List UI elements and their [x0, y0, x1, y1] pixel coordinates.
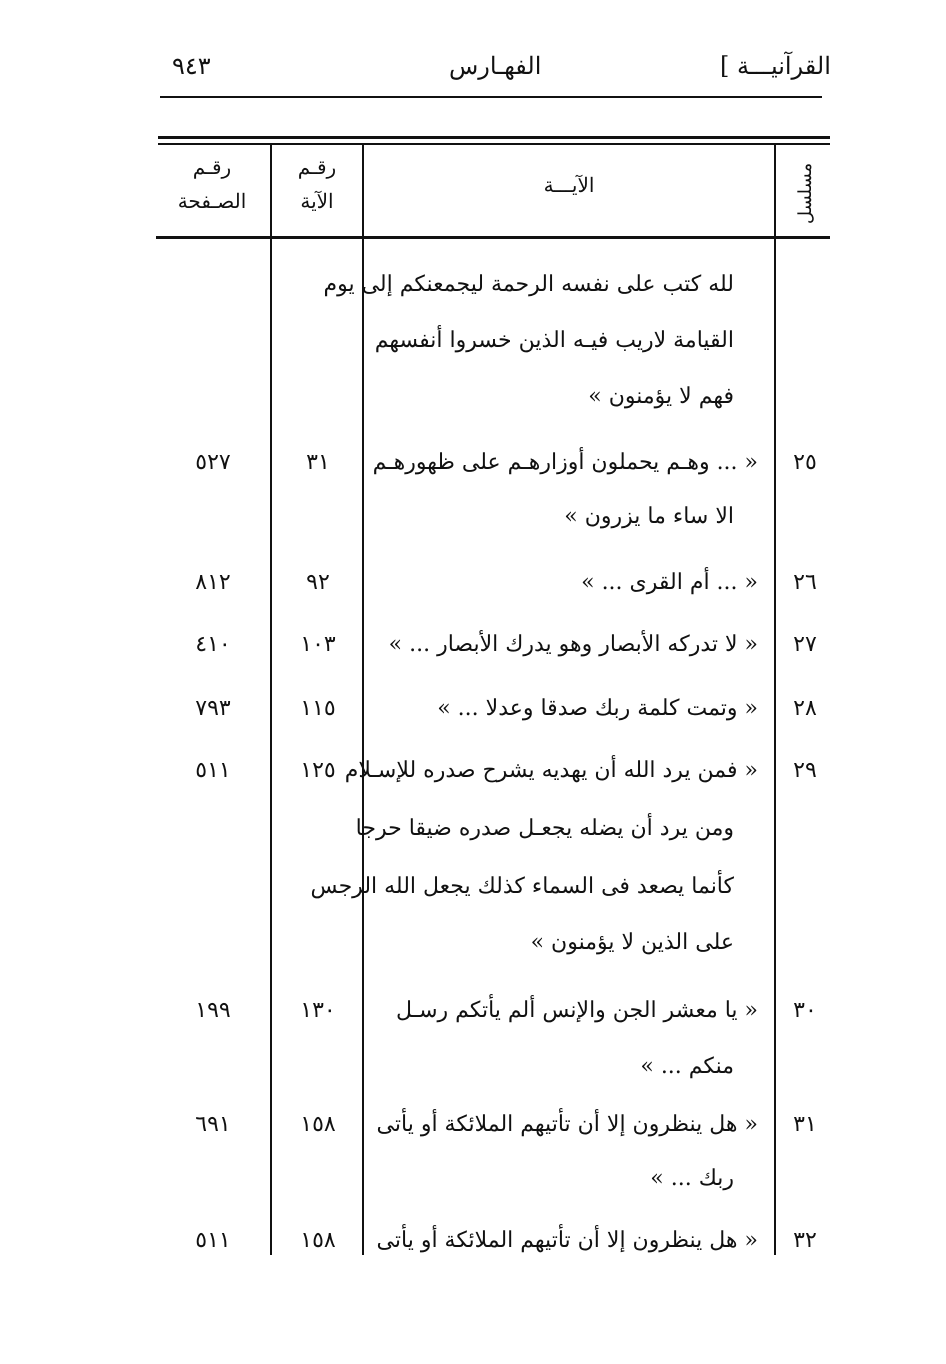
verse-line: « ... أم القرى ... » [581, 570, 758, 595]
row-verse-number: ١٥٨ [300, 1228, 336, 1253]
row-page-number: ٥٢٧ [195, 450, 231, 475]
header-page-number-line: الصـفحة [177, 189, 247, 213]
column-divider [774, 145, 776, 1255]
row-verse-number: ١٢٥ [300, 758, 336, 783]
header-rule [160, 96, 822, 98]
column-divider [362, 145, 364, 1255]
header-verse-number [274, 150, 360, 218]
verse-line: « ... وهـم يحملون أوزارهـم على ظهورهـم [372, 450, 758, 475]
header-serial [786, 150, 826, 236]
row-serial: ٢٦ [793, 570, 817, 595]
header-verse-number-line: رقـم [297, 155, 337, 179]
verse-line: على الذين لا يؤمنون » [530, 930, 734, 955]
row-page-number: ٥١١ [195, 1228, 231, 1253]
row-page-number: ٦٩١ [195, 1112, 231, 1137]
verse-line: ربك ... » [650, 1166, 734, 1191]
row-verse-number: ٣١ [306, 450, 330, 475]
header-page-number-line: رقـم [192, 155, 232, 179]
table-top-rule [158, 136, 830, 139]
row-verse-number: ١٣٠ [300, 998, 336, 1023]
verse-line: « يا معشر الجن والإنس ألم يأتكم رسـل [396, 998, 758, 1023]
row-verse-number: ٩٢ [306, 570, 330, 595]
row-verse-number: ١٥٨ [300, 1112, 336, 1137]
row-verse-number: ١٠٣ [300, 632, 336, 657]
verse-line: الا ساء ما يزرون » [564, 504, 734, 529]
verse-line: لله كتب على نفسه الرحمة ليجمعنكم إلى يوم [323, 272, 734, 297]
page-number: ٩٤٣ [172, 52, 211, 80]
column-divider [270, 145, 272, 1255]
header-page-number [158, 150, 266, 218]
row-page-number: ٨١٢ [195, 570, 231, 595]
verse-line: « هل ينظرون إلا أن تأتيهم الملائكة أو يأتى [376, 1228, 758, 1253]
running-title: الفهـارس [449, 52, 542, 80]
table-top-rule-inner [158, 143, 830, 145]
row-serial: ٢٩ [793, 758, 817, 783]
verse-line: « فمن يرد الله أن يهديه يشرح صدره للإسـلام [344, 758, 758, 783]
verse-line: ومن يرد أن يضله يجعـل صدره ضيقا حرجا [355, 816, 734, 841]
row-verse-number: ١١٥ [300, 696, 336, 721]
header-serial-label: مسلسل [795, 162, 817, 224]
verse-line: منكم ... » [640, 1054, 734, 1079]
verse-line: « لا تدركه الأبصار وهو يدرك الأبصار ... » [388, 632, 758, 657]
row-serial: ٣٢ [793, 1228, 817, 1253]
verse-line: كأنما يصعد فى السماء كذلك يجعل الله الرجس [310, 874, 734, 899]
row-page-number: ١٩٩ [195, 998, 231, 1023]
header-verse-number-line: الآية [300, 189, 334, 213]
row-serial: ٢٥ [793, 450, 817, 475]
verse-line: القيامة لاريب فيـه الذين خسروا أنفسهم [374, 328, 734, 353]
row-page-number: ٧٩٣ [195, 696, 231, 721]
verse-line: « وتمت كلمة ربك صدقا وعدلا ... » [437, 696, 758, 721]
row-page-number: ٥١١ [195, 758, 231, 783]
verse-line: فهم لا يؤمنون » [588, 384, 734, 409]
row-page-number: ٤١٠ [195, 632, 231, 657]
row-serial: ٢٨ [793, 696, 817, 721]
row-serial: ٣١ [793, 1112, 817, 1137]
header-verse: الآيـــة [543, 173, 595, 197]
row-serial: ٣٠ [793, 998, 817, 1023]
table-head-rule [156, 236, 830, 239]
running-section: القرآنيـــة ] [720, 52, 831, 80]
verse-line: « هل ينظرون إلا أن تأتيهم الملائكة أو يأتى [376, 1112, 758, 1137]
row-serial: ٢٧ [793, 632, 817, 657]
